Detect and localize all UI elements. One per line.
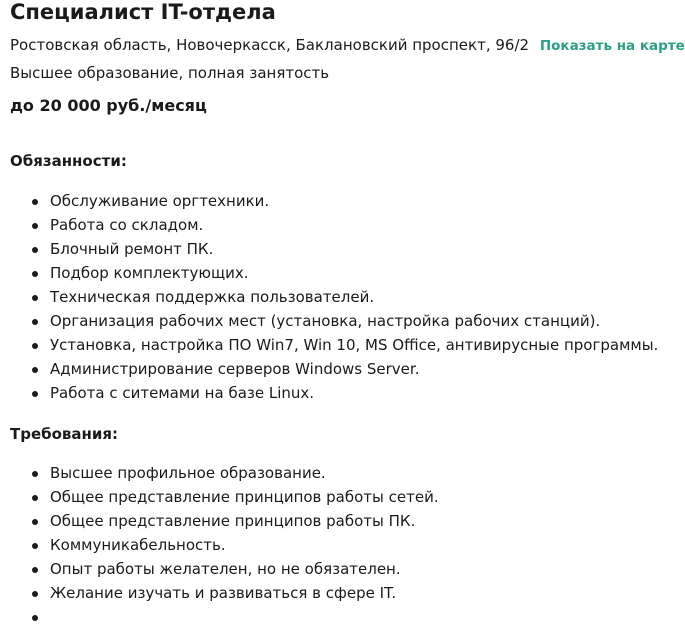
requirement-item: [10, 487, 439, 511]
requirement-item-text: Желание изучать и развиваться в сфере IT.: [50, 584, 397, 602]
requirement-item: [10, 463, 439, 487]
bullet-dot-icon: [32, 295, 38, 301]
show-on-map-link[interactable]: Показать на карте: [539, 38, 685, 54]
requirement-item: [10, 583, 439, 607]
bullet-dot-icon: [32, 391, 38, 397]
requirement-item-text: Общее представление принципов работы ПК.: [50, 512, 416, 530]
bullet-dot-icon: [32, 615, 38, 621]
duty-item: [10, 335, 658, 359]
duty-item-text: Организация рабочих мест (установка, настройка рабочих станций).: [50, 312, 601, 330]
duty-item: [10, 287, 658, 311]
duty-item: [10, 215, 658, 239]
bullet-dot-icon: [32, 591, 38, 597]
requirement-item: [10, 511, 439, 535]
requirement-item: [10, 535, 439, 559]
duty-item: [10, 263, 658, 287]
bullet-dot-icon: [32, 247, 38, 253]
bullet-dot-icon: [32, 343, 38, 349]
duty-item: [10, 359, 658, 383]
requirement-item-text: Высшее профильное образование.: [50, 464, 326, 482]
requirement-item-text: Коммуникабельность.: [50, 536, 226, 554]
vacancy-salary: до 20 000 руб./месяц: [10, 96, 207, 115]
duty-item-text: Администрирование серверов Windows Server.: [50, 360, 420, 378]
duty-item: [10, 191, 658, 215]
bullet-dot-icon: [32, 543, 38, 549]
duty-item-text: Обслуживание оргтехники.: [50, 192, 270, 210]
bullet-dot-icon: [32, 319, 38, 325]
duty-item: [10, 311, 658, 335]
duty-item-text: Работа с ситемами на базе Linux.: [50, 384, 315, 402]
duty-item-text: Подбор комплектующих.: [50, 264, 249, 282]
bullet-dot-icon: [32, 567, 38, 573]
vacancy-address-line: [10, 35, 685, 56]
vacancy-address: Ростовская область, Новочеркасск, Баклановский проспект, 96/2: [10, 36, 530, 54]
duties-heading: Обязанности:: [10, 152, 127, 170]
duties-list: [10, 191, 658, 407]
duty-item-text: Работа со складом.: [50, 216, 204, 234]
bullet-dot-icon: [32, 367, 38, 373]
requirements-list: [10, 463, 439, 631]
duty-item: [10, 239, 658, 263]
requirement-item: [10, 607, 439, 631]
requirement-item: [10, 559, 439, 583]
bullet-dot-icon: [32, 223, 38, 229]
bullet-dot-icon: [32, 495, 38, 501]
duty-item-text: Блочный ремонт ПК.: [50, 240, 214, 258]
requirements-heading: Требования:: [10, 425, 119, 443]
requirement-item-text: Общее представление принципов работы сетей.: [50, 488, 439, 506]
vacancy-title: Специалист IT-отдела: [10, 0, 276, 24]
bullet-dot-icon: [32, 199, 38, 205]
requirement-item-text: Опыт работы желателен, но не обязателен.: [50, 560, 401, 578]
vacancy-education: Высшее образование, полная занятость: [10, 64, 330, 82]
bullet-dot-icon: [32, 471, 38, 477]
bullet-dot-icon: [32, 519, 38, 525]
duty-item: [10, 383, 658, 407]
duty-item-text: Установка, настройка ПО Win7, Win 10, MS Office, антивирусные программы.: [50, 336, 659, 354]
duty-item-text: Техническая поддержка пользователей.: [50, 288, 375, 306]
bullet-dot-icon: [32, 271, 38, 277]
